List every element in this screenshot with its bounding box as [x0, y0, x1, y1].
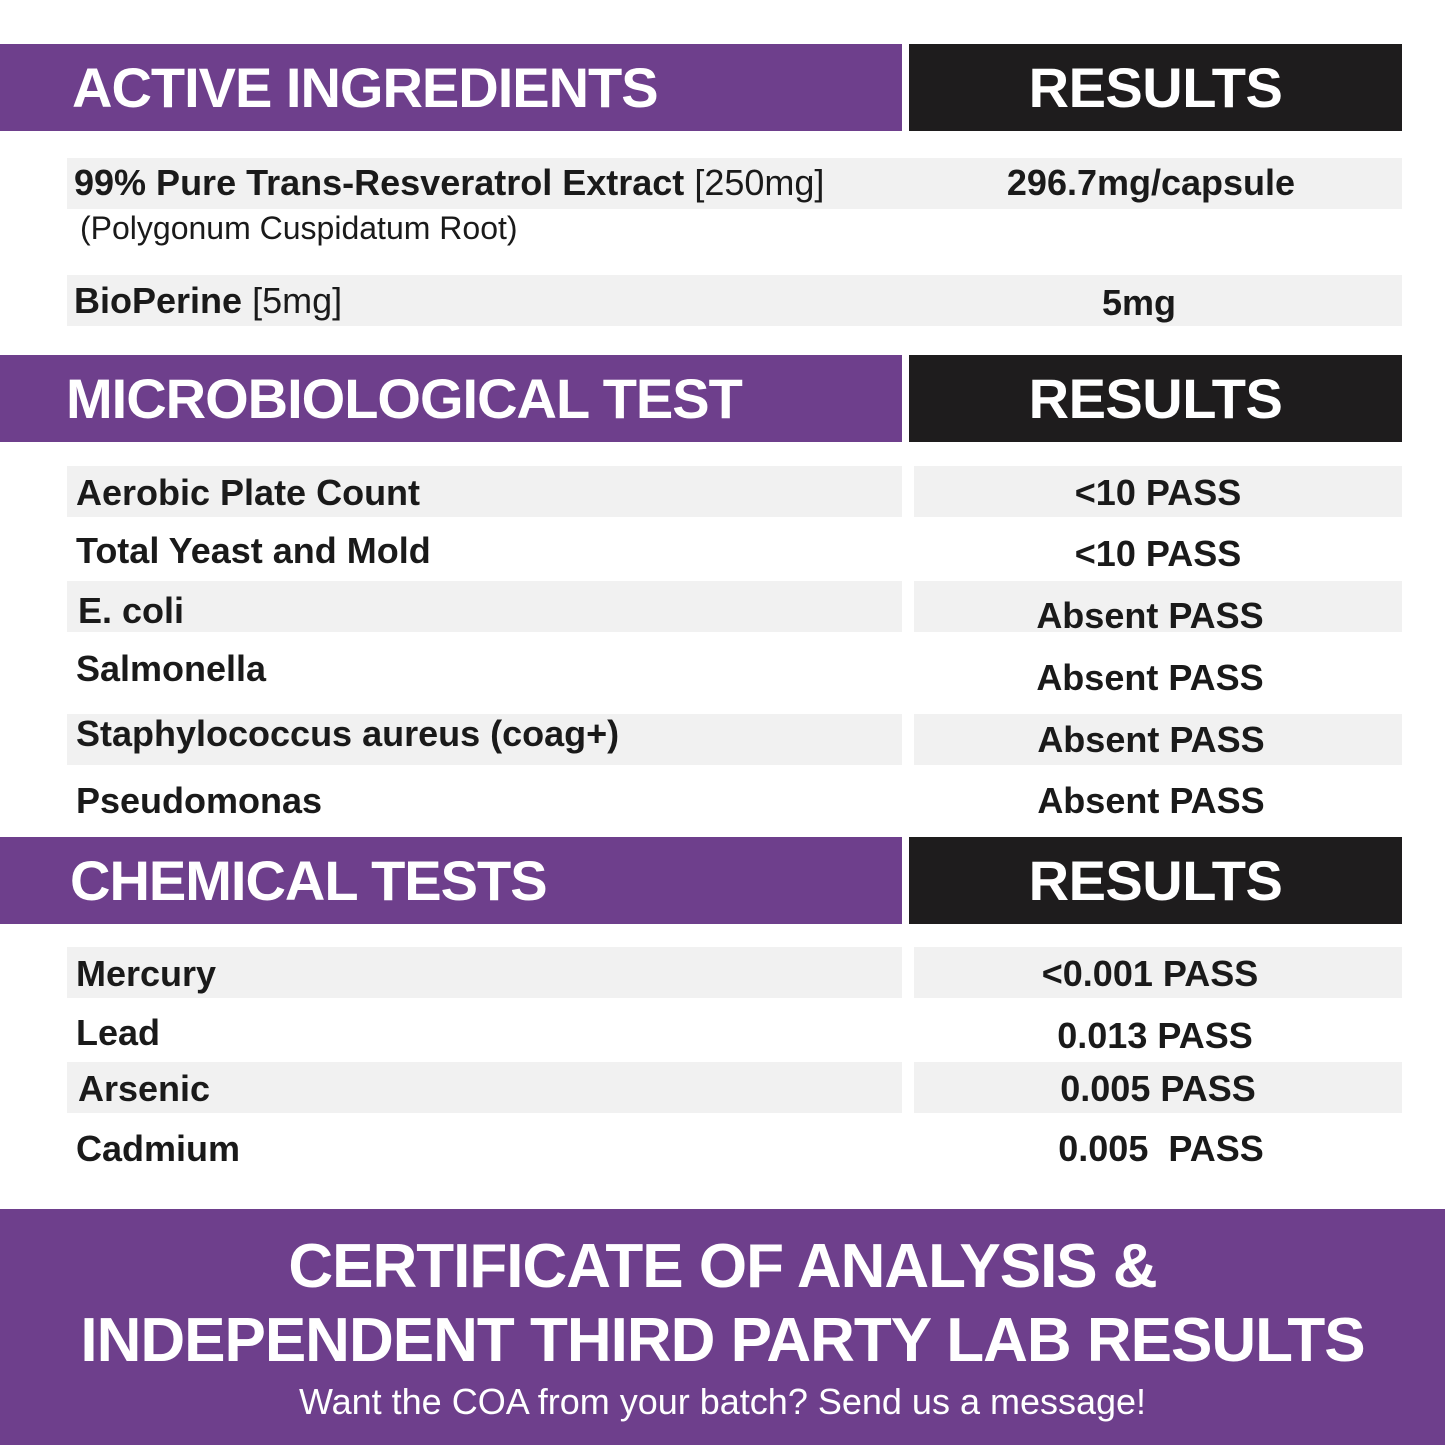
- test-result: 0.013 PASS: [1057, 1015, 1253, 1056]
- test-name: Salmonella: [76, 648, 267, 689]
- test-name: Staphylococcus aureus (coag+): [76, 713, 620, 754]
- test-name: E. coli: [78, 590, 185, 631]
- footer-subtitle: Want the COA from your batch? Send us a message!: [298, 1381, 1147, 1422]
- micro-stripe-left: [67, 581, 902, 632]
- test-result: 0.005 PASS: [1058, 1128, 1264, 1169]
- test-result: <10 PASS: [1074, 533, 1242, 574]
- test-result: Absent PASS: [1037, 780, 1265, 821]
- active-ingredients-header: ACTIVE INGREDIENTS: [0, 44, 902, 131]
- ingredient-name: BioPerine: [74, 280, 243, 321]
- microbiological-header: MICROBIOLOGICAL TEST: [0, 355, 902, 442]
- test-result: Absent PASS: [1036, 657, 1264, 698]
- test-name: Mercury: [76, 953, 217, 994]
- test-result: <0.001 PASS: [1041, 953, 1259, 994]
- test-name: Lead: [76, 1012, 161, 1053]
- ingredient-dose: [250mg]: [694, 162, 825, 203]
- ingredient-resveratrol: [74, 162, 824, 204]
- ingredient-dose: [5mg]: [252, 280, 343, 321]
- micro-results-header: RESULTS: [909, 355, 1402, 442]
- test-result: <10 PASS: [1074, 472, 1242, 513]
- test-result: Absent PASS: [1036, 595, 1264, 636]
- test-result: 0.005 PASS: [1060, 1068, 1256, 1109]
- footer-title-line-2: INDEPENDENT THIRD PARTY LAB RESULTS: [80, 1306, 1365, 1375]
- test-result: Absent PASS: [1037, 719, 1265, 760]
- test-name: Pseudomonas: [76, 780, 323, 821]
- test-name: Arsenic: [78, 1068, 211, 1109]
- ingredient-name: 99% Pure Trans-Resveratrol Extract: [74, 162, 685, 203]
- footer-title-line-1: CERTIFICATE OF ANALYSIS &: [288, 1232, 1157, 1301]
- ingredient-result: 296.7mg/capsule: [1006, 162, 1296, 203]
- test-name: Total Yeast and Mold: [76, 530, 431, 571]
- test-name: Cadmium: [76, 1128, 241, 1169]
- footer-banner: [0, 1209, 1445, 1445]
- active-results-header: RESULTS: [909, 44, 1402, 131]
- chemical-results-header: RESULTS: [909, 837, 1402, 924]
- test-name: Aerobic Plate Count: [76, 472, 421, 513]
- ingredient-bioperine: [74, 280, 342, 322]
- chemical-tests-header: CHEMICAL TESTS: [0, 837, 902, 924]
- ingredient-result: 5mg: [1101, 282, 1177, 323]
- ingredient-source: (Polygonum Cuspidatum Root): [80, 210, 518, 246]
